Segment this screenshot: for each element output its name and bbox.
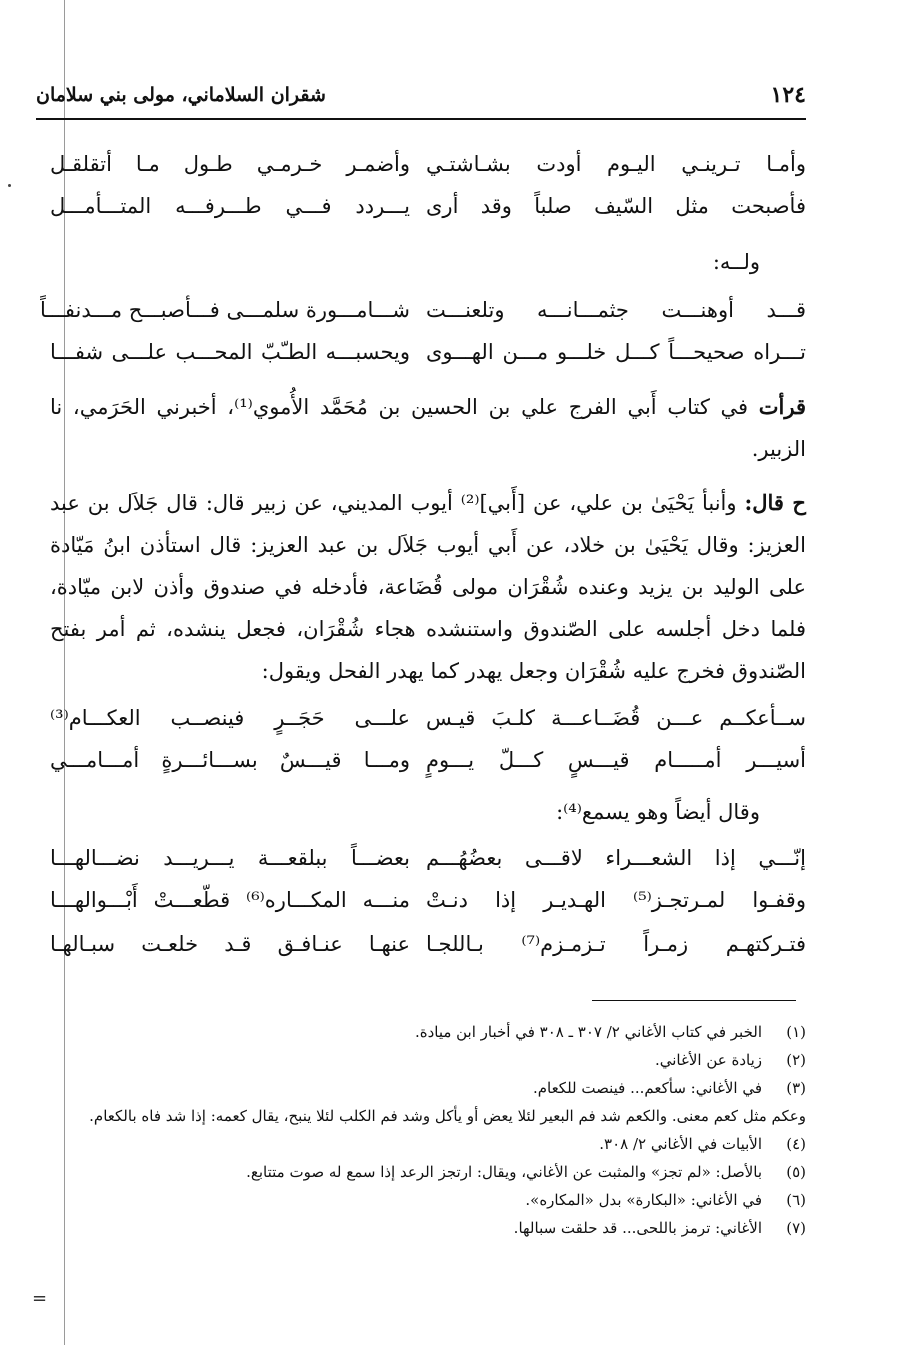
footnote-number: (٧) [786,1219,806,1237]
verse-first-hemistich: فأصبحت مثل السّيف صلباً وقد أرى [426,194,806,218]
verse-line [40,298,806,338]
verse-second-hemistich: علـــى حَجَــرٍ فينصــب العكـــام⁽³⁾ [50,706,410,730]
footnote-continuation [50,1102,806,1130]
footnote-text: الأغاني: ترمز باللحى... قد حلقت سبالها. [513,1219,762,1237]
verse-intro: ولــه: [712,250,760,274]
footnote-number: (٥) [786,1163,806,1181]
verse-line [50,706,806,746]
footnote-text: زيادة عن الأغاني. [654,1051,762,1069]
verse-line [50,194,806,234]
verse-line [50,152,806,192]
verse-second-hemistich: عنهـا عنـافـق قـد خلعـت سبـالهـا [50,932,410,956]
verse-line [50,846,806,886]
running-title: شقران السلاماني، مولى بني سلامان [36,84,326,106]
prose-paragraph [50,386,806,470]
page-number: ١٢٤ [770,82,806,108]
verse-second-hemistich: شـــامـــورة سلمـــى فـــأصبـــح مـــدنفـــاً [40,298,410,322]
footnote-text: في الأغاني: سأكعم... فينصت للكعام. [532,1079,762,1097]
footnote [50,1046,806,1074]
paragraph-lead: ح قال: [744,490,806,515]
footnote-text: الخبر في كتاب الأغاني ٢/ ٣٠٧ ـ ٣٠٨ في أخبار ابن ميادة. [414,1023,762,1041]
verse-second-hemistich: ومـــا قيـــسٌ بســـائـــرةٍ أمـــامـــي [50,748,410,772]
footnote [50,1018,806,1046]
footnote [50,1130,806,1158]
verse-first-hemistich: وأمـا تـرينـي اليـوم أودت بشـاشتـي [426,152,806,176]
paragraph-text: في كتاب أَبي الفرج علي بن الحسين بن مُحَمَّد الأُموي⁽¹⁾، أخبرني الحَرَمي، نا الزبير. [50,395,806,461]
footnote-number: (٢) [786,1051,806,1069]
verse-line [50,888,806,928]
paragraph-text: وأنبأ يَحْيَىٰ بن علي، عن [أَبي]⁽²⁾ أيوب المديني، عن زبير قال: قال جَلاَل بن عبد العزيز: وقال يَحْيَىٰ بن خلاد، عن أَبي أيوب جَلاَل بن عبد العزيز: قال استأذن ابنُ مَيّادة على الوليد بن يزيد وعنده شُقْرَان مولى قُضَاعة، فأدخله في صندوق وأذن لابن ميّادة، فلما دخل أجلسه على الصّندوق واستنشده هجاء شُقْرَان، فجعل ينشده، ثم أمر بفتح الصّندوق فخرج عليه شُقْرَان وجعل يهدر كما يهدر الفحل ويقول: [50,491,806,683]
verse-first-hemistich: وقفـوا لمـرتجـز⁽⁵⁾ الهـديـر إذا دنـتْ [426,888,806,912]
margin-mark: = [32,1288,48,1309]
page-header [36,82,806,116]
footnote [50,1074,806,1102]
paragraph-lead: قرأت [758,394,806,419]
verse-line [50,932,806,972]
verse-first-hemistich: أسيـــر أمـــــام قيـــسٍ كـــلّ يـــومٍ [426,748,806,772]
footnote [50,1214,806,1242]
footnote [50,1186,806,1214]
verse-second-hemistich: يـــردد فـــي طـــرفـــه المتـــأمـــل [50,194,410,218]
verse-second-hemistich: منـــه المكـــاره⁽⁶⁾ قطّعـــتْ أَبْـــوالهـــا [50,888,410,912]
prose-paragraph [50,482,806,692]
verse-first-hemistich: فتـركتهـم زمـراً تـزمـزم⁽⁷⁾ بـاللجـا [426,932,806,956]
footnote [50,1158,806,1186]
verse-first-hemistich: ســأعكــم عـــن قُضَــاعـــة كلـبَ قيـس [426,706,806,730]
verse-second-hemistich: ويحسبـــه الطـّبّ المحـــب علـــى شفـــا [50,340,410,364]
verse-first-hemistich: تـــراه صحيحـــاً كـــل خلـــو مـــن الهـــوى [426,340,806,364]
footnote-number: (٣) [786,1079,806,1097]
header-rule [36,118,806,120]
verse-first-hemistich: قـــد أوهنـــت جثمـــانـــه وتلعنـــت [426,298,806,322]
footnote-text: الأبيات في الأغاني ٢/ ٣٠٨. [599,1135,762,1153]
footnote-text: بالأصل: «لم تجز» والمثبت عن الأغاني، ويقال: ارتجز الرعد إذا سمع له صوت متتابع. [246,1163,762,1181]
footnote-number: (٦) [786,1191,806,1209]
verse-line [50,748,806,788]
verse-second-hemistich: بعضـــاً ببلقعـــة يـــريـــد نضـــالهـــا [50,846,410,870]
footnote-separator [592,1000,796,1001]
verse-second-hemistich: وأضمـر خـرمـي طـول مـا أتقلقـل [50,152,410,176]
verse-intro: وقال أيضاً وهو يسمع⁽⁴⁾: [556,800,760,824]
footnote-number: (٤) [786,1135,806,1153]
footnote-number: (١) [786,1023,806,1041]
verse-line [50,340,806,380]
footnote-text: في الأغاني: «البكارة» بدل «المكاره». [525,1191,762,1209]
footnotes [50,1018,806,1242]
footnote-text: وعكم مثل كعم معنى. والكعم شد فم البعير لئلا يعض أو يأكل وشد فم الكلب لئلا ينبح، يقال كعمه: إذا شد فاه بالكعام. [89,1107,806,1125]
verse-first-hemistich: إنّـــي إذا الشعـــراء لاقـــى بعضُهُـــم [426,846,806,870]
margin-dot [8,184,11,187]
